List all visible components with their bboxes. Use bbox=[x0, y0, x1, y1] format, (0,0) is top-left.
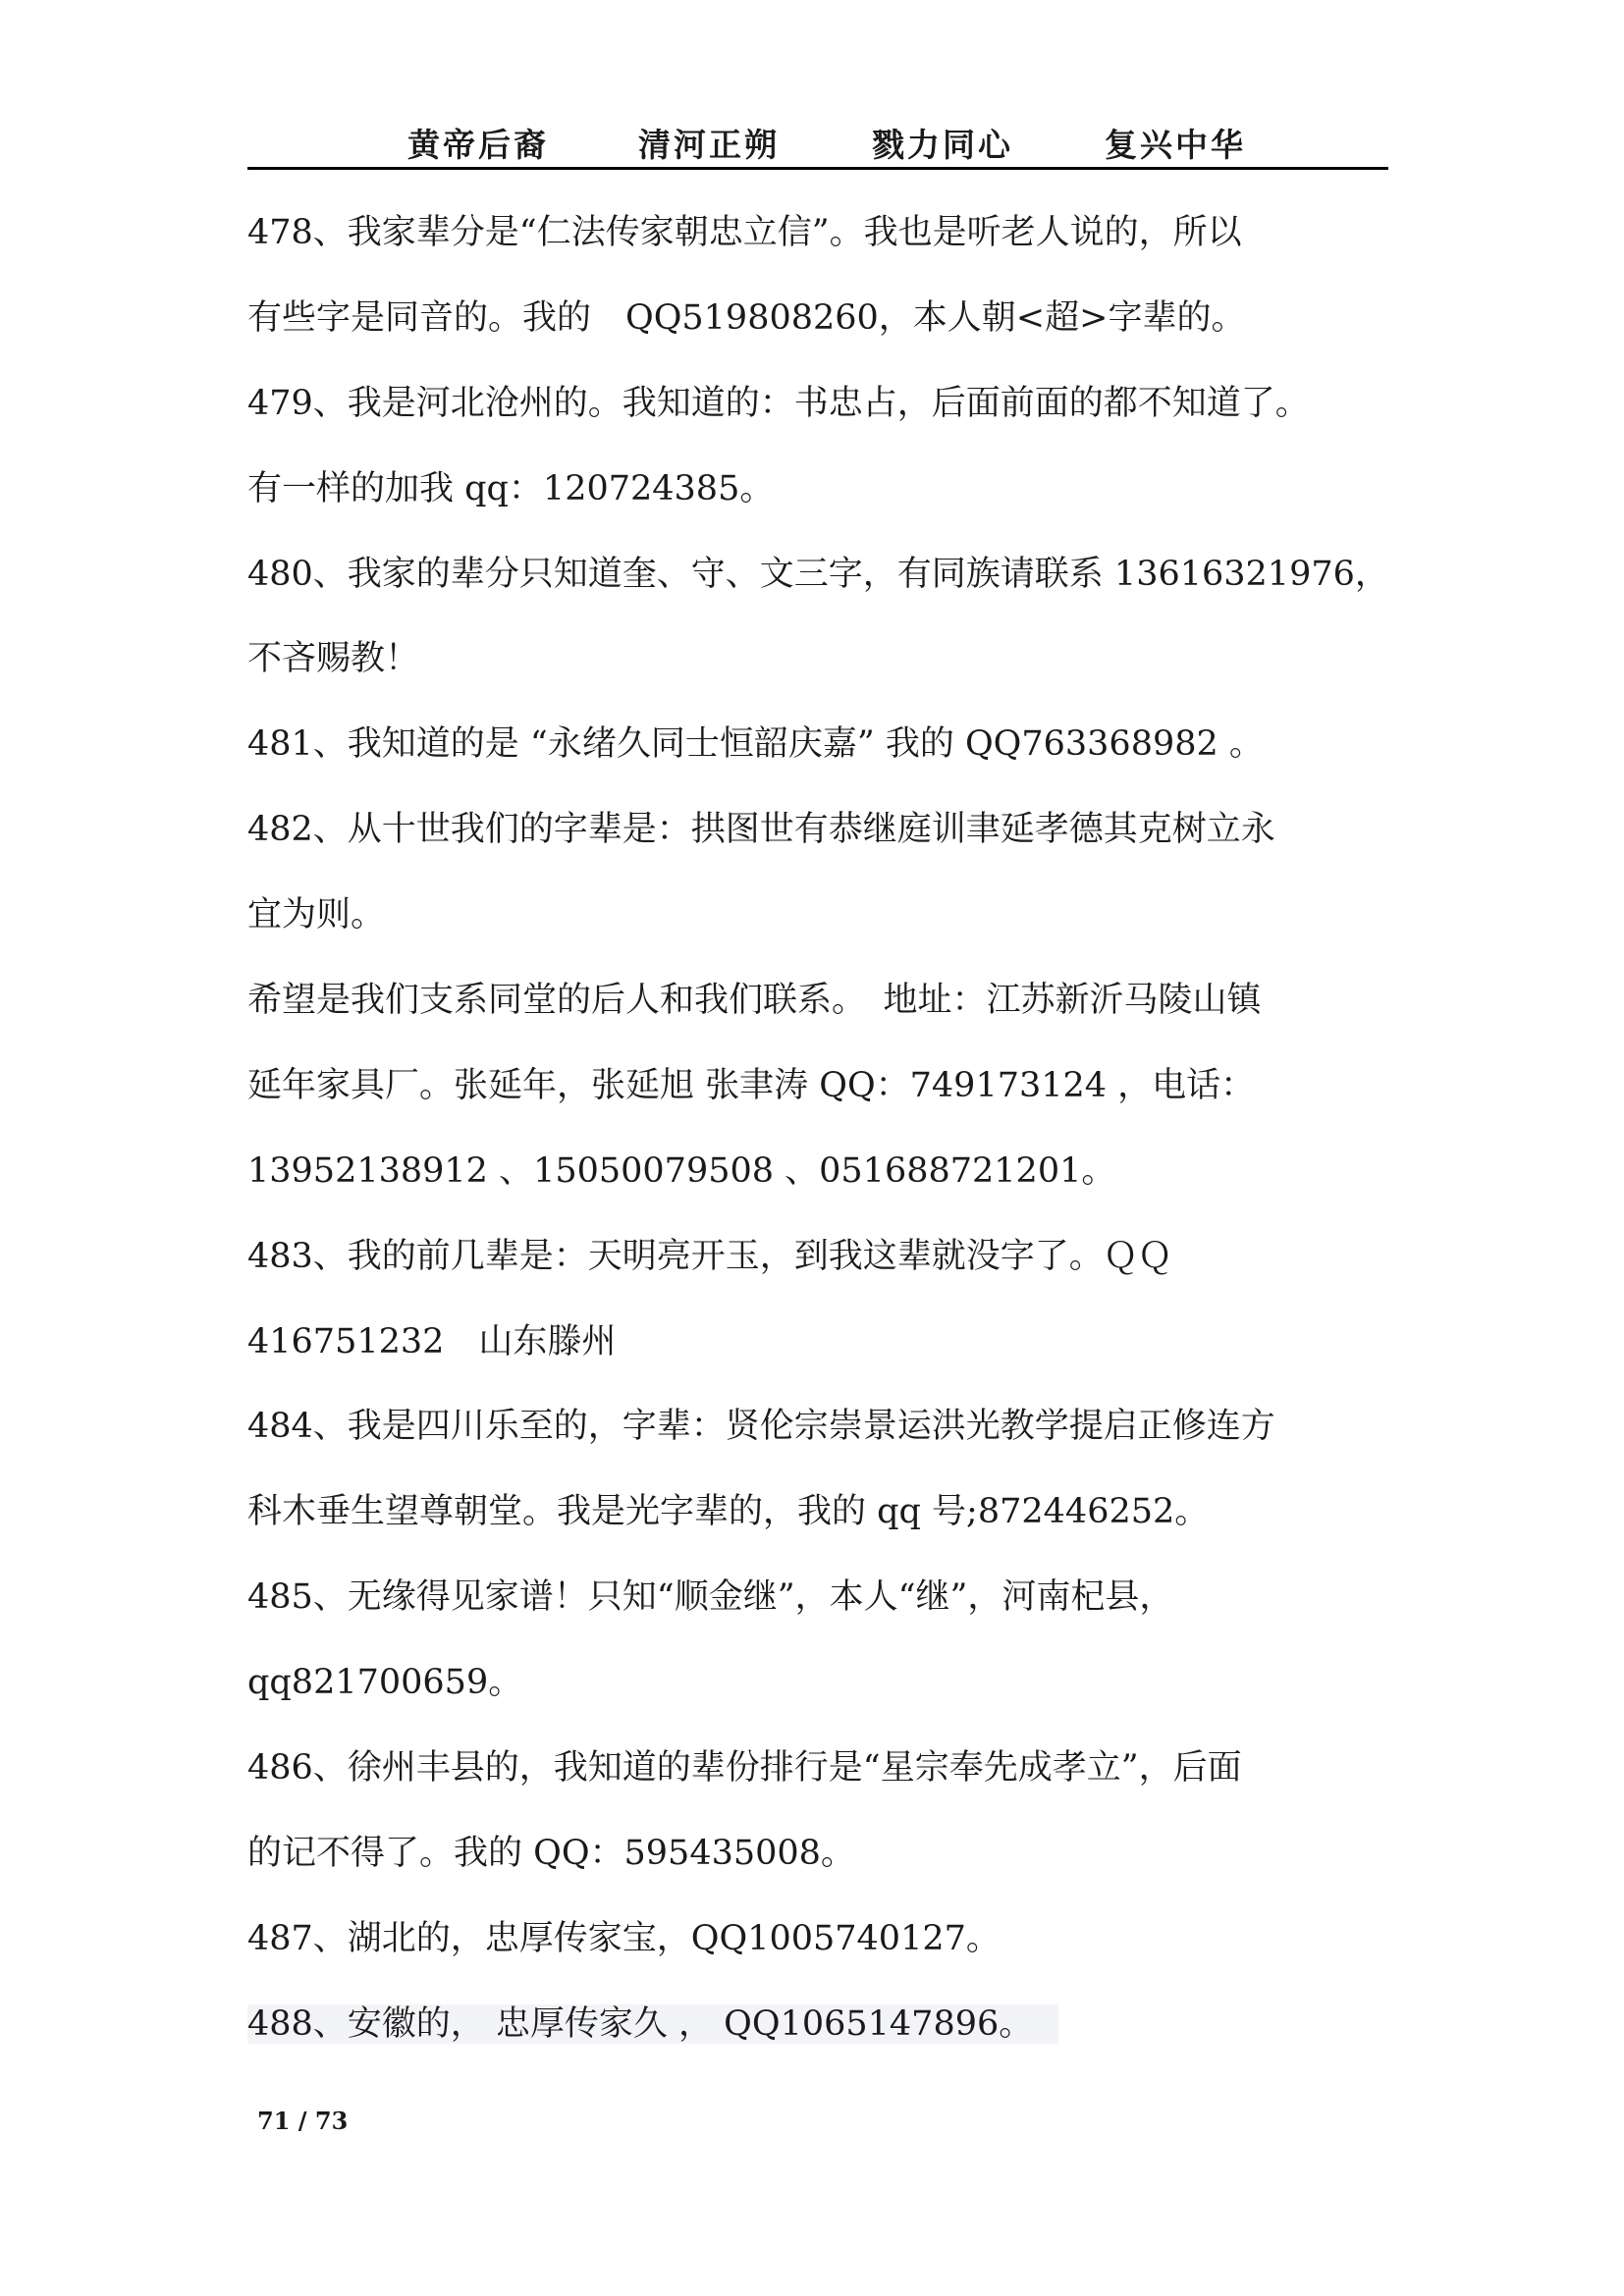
text-line: 希望是我们支系同堂的后人和我们联系。 地址：江苏新沂马陵山镇 bbox=[247, 981, 1262, 1021]
header-rule bbox=[247, 167, 1388, 170]
text-line: 13952138912 、15050079508 、051688721201。 bbox=[247, 1150, 1116, 1191]
text-line: 416751232 山东滕州 bbox=[247, 1321, 617, 1362]
page-number: 71 / 73 bbox=[257, 2107, 349, 2135]
header-motto-4: 复兴中华 bbox=[1105, 126, 1246, 164]
text-line: 486、徐州丰县的，我知道的辈份排行是“星宗奉先成孝立”，后面 bbox=[247, 1748, 1242, 1789]
text-line: 487、湖北的，忠厚传家宝，QQ1005740127。 bbox=[247, 1918, 1001, 1958]
text-line: 478、我家辈分是“仁法传家朝忠立信”。我也是听老人说的，所以 bbox=[247, 213, 1242, 252]
text-line: 482、从十世我们的字辈是：拱图世有恭继庭训聿延孝德其克树立永 bbox=[247, 810, 1275, 850]
text-line: 科木垂生望尊朝堂。我是光字辈的，我的 qq 号;872446252。 bbox=[247, 1492, 1210, 1532]
text-line: 的记不得了。我的 QQ：595435008。 bbox=[247, 1833, 855, 1873]
header-motto-3: 戮力同心 bbox=[872, 126, 1013, 164]
header-motto-1: 黄帝后裔 bbox=[407, 126, 549, 164]
text-line: 481、我知道的是 “永绪久同士恒韶庆嘉” 我的 QQ763368982 。 bbox=[247, 724, 1264, 765]
header-motto-2: 清河正朔 bbox=[638, 126, 780, 164]
text-line: 宜为则。 bbox=[247, 895, 386, 935]
page-header bbox=[247, 116, 1386, 171]
text-line: qq821700659。 bbox=[247, 1663, 523, 1703]
highlighted-text: 488、安徽的， 忠厚传家久 ， QQ1065147896。 bbox=[247, 2004, 1058, 2044]
text-line: 480、我家的辈分只知道奎、守、文三字，有同族请联系 13616321976， bbox=[247, 554, 1389, 594]
text-line: 479、我是河北沧州的。我知道的：书忠占，后面前面的都不知道了。 bbox=[247, 383, 1310, 423]
text-line: 有些字是同音的。我的 QQ519808260，本人朝<超>字辈的。 bbox=[247, 297, 1246, 338]
text-line: 不吝赐教！ bbox=[247, 639, 420, 679]
text-line: 有一样的加我 qq：120724385。 bbox=[247, 468, 775, 508]
text-line: 484、我是四川乐至的，字辈：贤伦宗崇景运洪光教学提启正修连方 bbox=[247, 1407, 1275, 1447]
body-text bbox=[247, 190, 1391, 2067]
text-line-highlighted bbox=[247, 1982, 1391, 2067]
text-line: 483、我的前几辈是：天明亮开玉，到我这辈就没字了。ＱＱ bbox=[247, 1236, 1172, 1276]
text-line: 延年家具厂。张延年，张延旭 张聿涛 QQ：749173124 ，电话： bbox=[247, 1065, 1256, 1105]
text-line: 485、无缘得见家谱！只知“顺金继”，本人“继”，河南杞县， bbox=[247, 1577, 1174, 1618]
